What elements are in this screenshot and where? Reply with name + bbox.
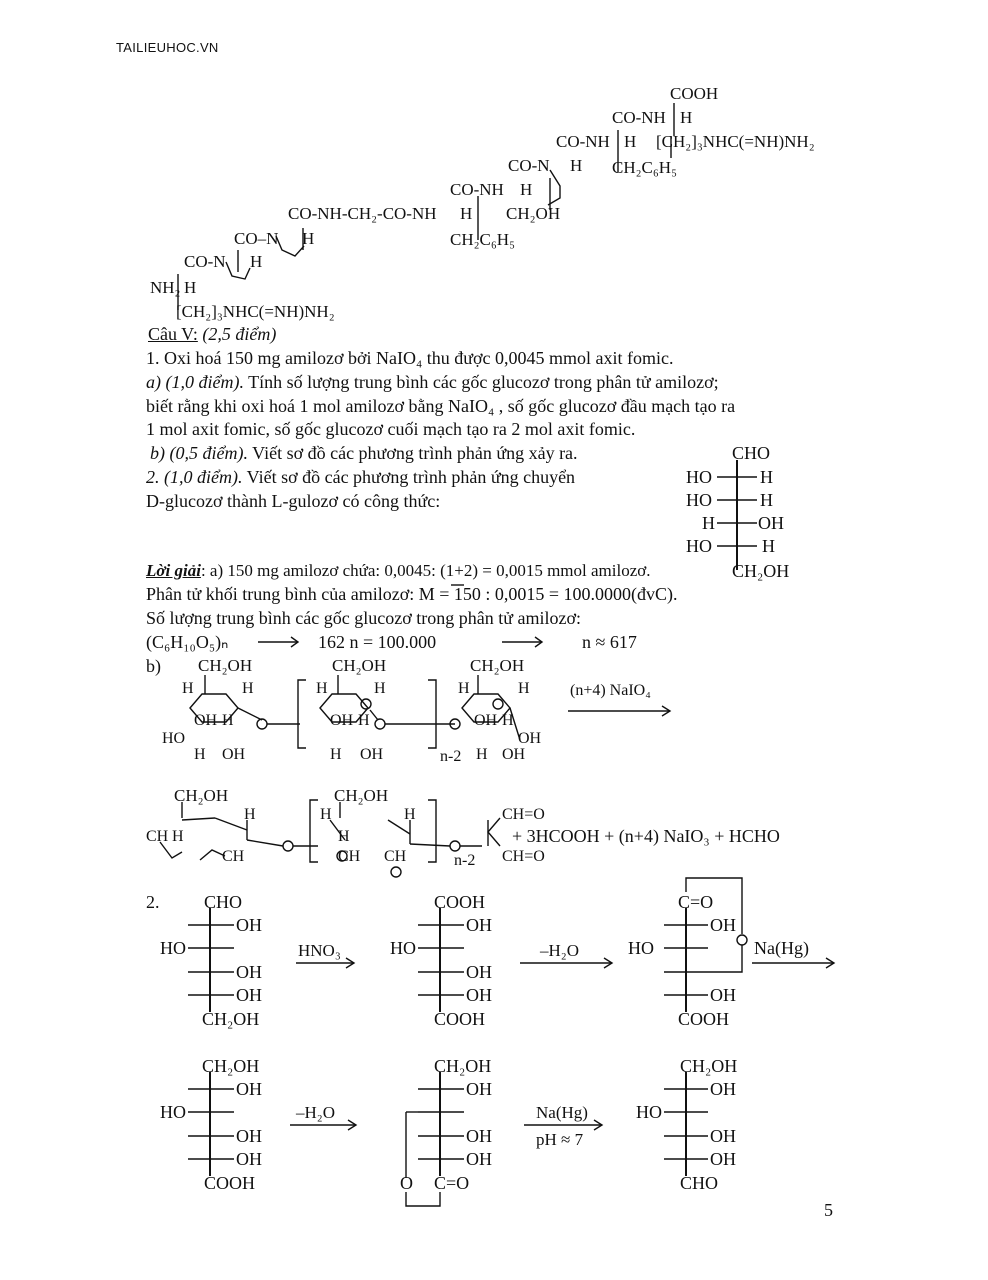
amylose-h-6: H <box>518 680 530 697</box>
solution-label: Lời giải <box>146 561 201 580</box>
amylose-h-9: H <box>502 712 514 729</box>
amylose-h-8: H <box>358 712 370 729</box>
m1-ch2oh: CH₂OH <box>202 1009 260 1029</box>
amylose-oh-4: OH <box>518 730 542 747</box>
amylose-h-11: H <box>330 746 342 763</box>
m5-oh-1: OH <box>466 1079 492 1099</box>
amylose-reagent: (n+4) NaIO₄ <box>570 682 651 699</box>
amylose-n-2: n-2 <box>440 748 462 765</box>
m4-oh-3: OH <box>236 1149 262 1169</box>
peptide-phe2-side: CH₂C₆H₅ <box>450 230 516 249</box>
peptide-residue-6-h: H <box>302 229 315 248</box>
peptide-residue-1: CO-NH <box>612 108 666 127</box>
m4-ho: HO <box>160 1102 186 1122</box>
product-ch-2: CH <box>222 848 245 865</box>
product-ch-4: CH <box>384 848 407 865</box>
m4-oh-2: OH <box>236 1126 262 1146</box>
gulose-top: CHO <box>732 443 771 463</box>
product-ch-1: CH <box>146 828 169 845</box>
amylose-ch2oh-1: CH₂OH <box>198 656 253 675</box>
amylose-h-2: H <box>242 680 254 697</box>
peptide-residue-3: CO-N <box>508 156 550 175</box>
amylose-h-4: H <box>374 680 386 697</box>
question-b-label: b) (0,5 điểm). <box>150 443 248 463</box>
m6-ho: HO <box>636 1102 662 1122</box>
question-a-line2: biết rằng khi oxi hoá 1 mol amilozơ bằng NaIO₄ , số gốc glucozơ đầu mạch tạo ra <box>146 396 736 416</box>
question-b-text: Viết sơ đồ các phương trình phản ứng xảy ra. <box>247 443 578 463</box>
m4-ch2oh: CH₂OH <box>202 1056 260 1076</box>
gulose-r3-left: H <box>702 513 715 533</box>
m6-oh-2: OH <box>710 1126 736 1146</box>
peptide-cooh: COOH <box>670 84 719 103</box>
m3-oh-2: OH <box>710 985 736 1005</box>
peptide-residue-7-h: H <box>250 252 263 271</box>
gulose-r2-left: HO <box>686 490 712 510</box>
amylose-h-5: H <box>458 680 470 697</box>
solution-result: n ≈ 617 <box>582 632 637 652</box>
product-ch2oh-2: CH₂OH <box>334 786 389 805</box>
amylose-h-10: H <box>194 746 206 763</box>
m6-oh-1: OH <box>710 1079 736 1099</box>
product-h-1: H <box>244 806 256 823</box>
solution-line2: Phân tử khối trung bình của amilozơ: M = 150 : 0,0015 = 100.0000(đvC). <box>146 584 678 604</box>
m1-oh-1: OH <box>236 915 262 935</box>
product-ch-3: CH <box>338 848 361 865</box>
m1-oh-3: OH <box>236 985 262 1005</box>
m2-oh-2: OH <box>466 962 492 982</box>
m3-cooh: COOH <box>678 1009 730 1029</box>
amylose-oh-6: OH <box>360 746 384 763</box>
amylose-h-12: H <box>476 746 488 763</box>
page-number: 5 <box>824 1200 833 1220</box>
gulose-r4-left: HO <box>686 536 712 556</box>
m5-ch2oh: CH₂OH <box>434 1056 492 1076</box>
m6-ch2oh: CH₂OH <box>680 1056 738 1076</box>
scheme2-fischers <box>188 878 834 1206</box>
peptide-residue-1-h: H <box>680 108 693 127</box>
solution-equation: 162 n = 100.000 <box>318 632 437 652</box>
m3-ho: HO <box>628 938 654 958</box>
question-title: Câu V: <box>148 324 198 344</box>
amylose-oh-2: OH <box>330 712 354 729</box>
m1-ho: HO <box>160 938 186 958</box>
m4-oh-1: OH <box>236 1079 262 1099</box>
gulose-r3-right: OH <box>758 513 784 533</box>
question-a-label: a) (1,0 điểm). <box>146 372 244 392</box>
amylose-ho: HO <box>162 730 186 747</box>
question-1: 1. Oxi hoá 150 mg amilozơ bởi NaIO₄ thu được 0,0045 mmol axit fomic. <box>146 348 674 368</box>
gulose-fischer <box>717 460 757 570</box>
gulose-r2-right: H <box>760 490 773 510</box>
question-2-line2: D-glucozơ thành L-gulozơ có công thức: <box>146 491 441 511</box>
m2-cooh-top: COOH <box>434 892 486 912</box>
gulose-r1-left: HO <box>686 467 712 487</box>
question-points: (2,5 điểm) <box>202 324 277 344</box>
m5-co: C=O <box>434 1173 470 1193</box>
m5-oh-3: OH <box>466 1149 492 1169</box>
solution-formula: (C₆H₁₀O₅)ₙ <box>146 632 229 652</box>
m6-cho: CHO <box>680 1173 719 1193</box>
peptide-residue-4: CO-NH <box>450 180 504 199</box>
m5-o: O <box>400 1173 413 1193</box>
m2-oh-1: OH <box>466 915 492 935</box>
amylose-h-1: H <box>182 680 194 697</box>
product-cho-bottom: CH=O <box>502 848 545 865</box>
peptide-residue-5: CO-NH-CH₂-CO-NH <box>288 204 437 223</box>
product-rhs: + 3HCOOH + (n+4) NaIO₃ + HCHO <box>512 826 780 846</box>
m2-ho: HO <box>390 938 416 958</box>
peptide-residue-4-h: H <box>520 180 533 199</box>
gulose-r4-right: H <box>762 536 775 556</box>
product-h-5: H <box>338 828 350 845</box>
amylose-ch2oh-3: CH₂OH <box>470 656 525 675</box>
amylose-oh-7: OH <box>502 746 526 763</box>
gulose-bottom: CH₂OH <box>732 561 790 581</box>
question-a-line3: 1 mol axit fomic, số gốc glucozơ cuối mạch tạo ra 2 mol axit fomic. <box>146 419 636 439</box>
m6-oh-3: OH <box>710 1149 736 1169</box>
amylose-h-3: H <box>316 680 328 697</box>
solution-line3: Số lượng trung bình các gốc glucozơ trong phân tử amilozơ: <box>146 608 581 628</box>
reagent-nahg-2: Na(Hg) <box>536 1103 588 1122</box>
solution-b: b) <box>146 656 161 676</box>
m5-oh-2: OH <box>466 1126 492 1146</box>
m3-oh-1: OH <box>710 915 736 935</box>
product-h-3: H <box>404 806 416 823</box>
amylose-ch2oh-2: CH₂OH <box>332 656 387 675</box>
reagent-nahg-1: Na(Hg) <box>754 938 809 958</box>
peptide-residue-2-h: H <box>624 132 637 151</box>
m1-oh-2: OH <box>236 962 262 982</box>
question-2-label: 2. (1,0 điểm). <box>146 467 243 487</box>
peptide-phe-side: CH₂C₆H₅ <box>612 158 678 177</box>
amylose-oh-1: OH <box>194 712 218 729</box>
m3-co: C=O <box>678 892 714 912</box>
m4-cooh: COOH <box>204 1173 256 1193</box>
peptide-nh2: NH₂ <box>150 278 181 297</box>
product-n-2: n-2 <box>454 852 476 869</box>
product-ch2oh-1: CH₂OH <box>174 786 229 805</box>
scheme2-label: 2. <box>146 892 160 912</box>
peptide-residue-5-h: H <box>460 204 473 223</box>
question-a-text: Tính số lượng trung bình các gốc glucozơ trong phân tử amilozơ; <box>243 372 719 392</box>
peptide-arg-side: [CH₂]₃NHC(=NH)NH₂ <box>656 132 815 151</box>
m2-cooh-bottom: COOH <box>434 1009 486 1029</box>
peptide-nh2-h: H <box>184 278 197 297</box>
reagent-minus-h2o-1: –H₂O <box>540 941 579 960</box>
peptide-residue-2: CO-NH <box>556 132 610 151</box>
site-header: TAILIEUHOC.VN <box>116 40 219 55</box>
solution-line1: : a) 150 mg amilozơ chứa: 0,0045: (1+2) = 0,0015 mmol amilozơ. <box>200 561 651 580</box>
reagent-minus-h2o-2: –H₂O <box>296 1103 335 1122</box>
amylose-h-7: H <box>222 712 234 729</box>
gulose-r1-right: H <box>760 467 773 487</box>
peptide-arg-end: [CH₂]₃NHC(=NH)NH₂ <box>176 302 335 321</box>
m1-cho: CHO <box>204 892 243 912</box>
product-cho-top: CH=O <box>502 806 545 823</box>
reagent-ph: pH ≈ 7 <box>536 1130 584 1149</box>
peptide-residue-3-h: H <box>570 156 583 175</box>
question-2-text: Viết sơ đồ các phương trình phản ứng chuyển <box>242 467 576 487</box>
peptide-residue-6: CO–N <box>234 229 279 248</box>
reagent-hno3: HNO₃ <box>298 941 341 960</box>
peptide-ser-side: CH₂OH <box>506 204 561 223</box>
product-h-4: H <box>172 828 184 845</box>
amylose-oh-3: OH <box>474 712 498 729</box>
amylose-oh-5: OH <box>222 746 246 763</box>
peptide-residue-7: CO-N <box>184 252 226 271</box>
product-h-2: H <box>320 806 332 823</box>
m2-oh-3: OH <box>466 985 492 1005</box>
